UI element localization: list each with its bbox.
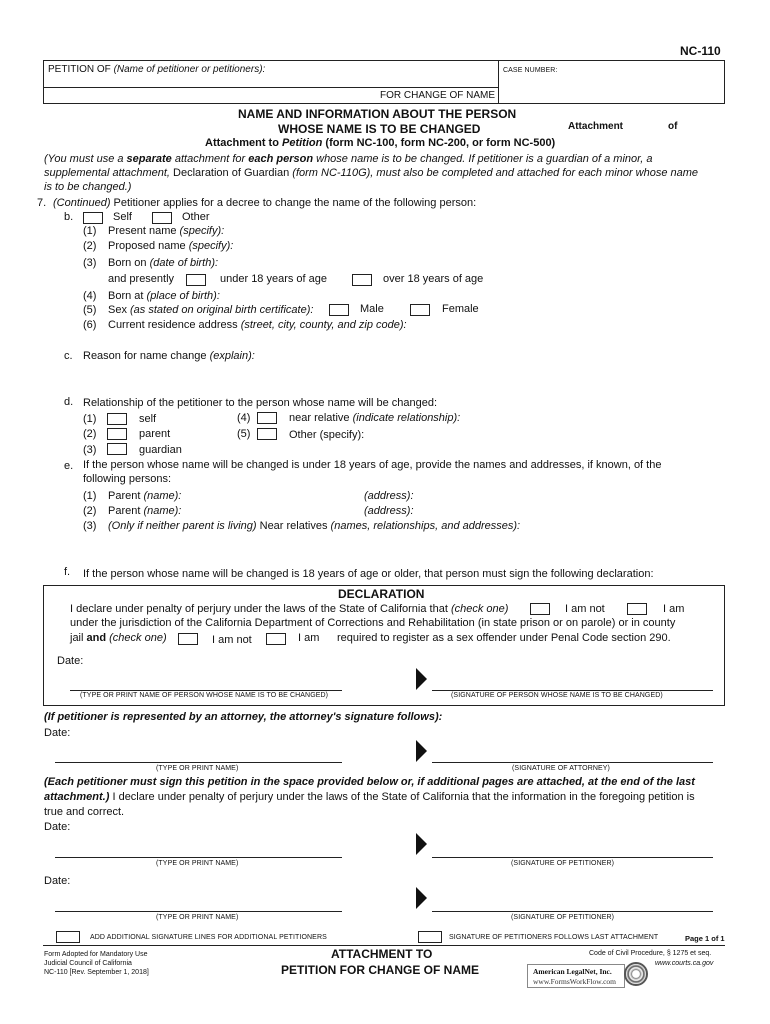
follows-last-attachment-label: SIGNATURE OF PETITIONERS FOLLOWS LAST ATTACHMENT [449, 934, 659, 941]
person-name-caption: (TYPE OR PRINT NAME OF PERSON WHOSE NAME IS TO BE CHANGED) [80, 692, 329, 699]
and-presently-label: and presently [108, 273, 175, 285]
relationship-parent-checkbox[interactable] [107, 428, 127, 440]
sign-here-arrow-icon [416, 668, 427, 690]
attorney-signature-field[interactable] [432, 746, 713, 761]
for-change-label: FOR CHANGE OF NAME [380, 90, 496, 101]
declaration-line-3: jail and (check one) [70, 632, 167, 644]
petitioner-1-signature-caption: (SIGNATURE OF PETITIONER) [511, 860, 615, 867]
parent-1-address-label: (address): [364, 490, 414, 502]
attorney-date-field[interactable] [76, 726, 276, 738]
sign-here-arrow-icon [416, 887, 427, 909]
male-checkbox[interactable] [329, 304, 349, 316]
case-number-label: CASE NUMBER: [503, 67, 558, 74]
b2-num: (2) [83, 240, 97, 252]
near-relatives-label: (Only if neither parent is living) Near relatives (names, relationships, and addresses): [108, 520, 521, 532]
d4-num: (4) [237, 412, 251, 424]
declaration-title: DECLARATION [338, 587, 425, 601]
register-am-label: I am [298, 632, 320, 644]
declaration-line-2: under the jurisdiction of the California Department of Corrections and Rehabilitation (in state prison or on parole) or in county [70, 617, 676, 629]
person-signature-line [432, 690, 713, 691]
page-count: Page 1 of 1 [685, 934, 725, 943]
near-relatives-field[interactable] [108, 535, 720, 563]
parent-2-address-label: (address): [364, 505, 414, 517]
petitioner-1-name-caption: (TYPE OR PRINT NAME) [156, 860, 239, 867]
declaration-am-not-checkbox[interactable] [530, 603, 550, 615]
proposed-name-label: Proposed name (specify): [108, 240, 234, 252]
person-signature-caption: (SIGNATURE OF PERSON WHOSE NAME IS TO BE CHANGED) [451, 692, 663, 699]
intro-line-2: supplemental attachment, Declaration of Guardian (form NC-110G), must also be completed and attached for each minor whose name [44, 167, 699, 179]
brand-seal-icon [624, 962, 648, 986]
petitioner-date-2-field[interactable] [76, 874, 276, 886]
other-checkbox[interactable] [152, 212, 172, 224]
petitioner-1-name-field[interactable] [55, 842, 342, 856]
b6-num: (6) [83, 319, 97, 331]
petitioner-2-signature-field[interactable] [432, 895, 713, 910]
self-label: Self [113, 211, 132, 223]
declaration-am-label: I am [663, 603, 685, 615]
declaration-line-3-end: required to register as a sex offender under Penal Code section 290. [337, 632, 671, 644]
item-c-label: c. [64, 350, 73, 362]
form-number: NC-110 [680, 44, 721, 58]
birth-date-field[interactable] [225, 256, 525, 268]
d5-num: (5) [237, 428, 251, 440]
title-line-1: NAME AND INFORMATION ABOUT THE PERSON [238, 107, 517, 121]
declaration-am-not-label: I am not [565, 603, 605, 615]
relationship-self-checkbox[interactable] [107, 413, 127, 425]
petitioner-date-2-label: Date: [44, 875, 71, 887]
present-name-label: Present name (specify): [108, 225, 225, 237]
relationship-guardian-checkbox[interactable] [107, 443, 127, 455]
present-name-field[interactable] [230, 224, 720, 236]
case-number-field[interactable] [503, 78, 718, 100]
female-label: Female [442, 303, 479, 315]
petitioner-2-signature-line [432, 911, 713, 912]
f-text: If the person whose name will be changed is 18 years of age or older, that person must sign the following declaration: [83, 568, 654, 580]
item-f-label: f. [64, 566, 71, 578]
attorney-heading: (If petitioner is represented by an attorney, the attorney's signature follows): [44, 711, 443, 723]
caption-divider [498, 60, 499, 104]
female-checkbox[interactable] [410, 304, 430, 316]
proposed-name-field[interactable] [240, 239, 720, 251]
b1-num: (1) [83, 225, 97, 237]
d2-num: (2) [83, 428, 97, 440]
over-18-label: over 18 years of age [383, 273, 484, 285]
item-e-label: e. [64, 460, 74, 472]
attorney-signature-line [432, 762, 713, 763]
reason-field[interactable] [83, 365, 720, 393]
e3-num: (3) [83, 520, 97, 532]
residence-address-field[interactable] [108, 333, 720, 347]
petitioner-2-name-field[interactable] [55, 896, 342, 910]
relationship-parent-label: parent [139, 428, 171, 440]
footer-center-2: PETITION FOR CHANGE OF NAME [281, 963, 479, 977]
b3-num: (3) [83, 257, 97, 269]
parent-2-label: Parent (name): [108, 505, 182, 517]
b5-num: (5) [83, 304, 97, 316]
b4-num: (4) [83, 290, 97, 302]
attorney-name-field[interactable] [55, 747, 342, 761]
attorney-date-label: Date: [44, 727, 71, 739]
e2-num: (2) [83, 505, 97, 517]
declaration-date-field[interactable] [90, 654, 290, 666]
relationship-self-label: self [139, 413, 157, 425]
birth-place-field[interactable] [228, 289, 720, 301]
under-18-label: under 18 years of age [220, 273, 328, 285]
item-b-label: b. [64, 211, 74, 223]
brand-name: American LegalNet, Inc. [533, 967, 612, 976]
footer-adopted: Form Adopted for Mandatory Use Judicial Council of California NC-110 [Rev. September 1, 2018] [44, 951, 149, 976]
attorney-name-caption: (TYPE OR PRINT NAME) [156, 765, 239, 772]
residence-label: Current residence address (street, city, county, and zip code): [108, 319, 407, 331]
attachment-total-field[interactable] [684, 120, 720, 132]
parent-2-address-field[interactable] [420, 504, 720, 516]
of-word: of [668, 121, 678, 132]
relationship-label: Relationship of the petitioner to the person whose name will be changed: [83, 397, 438, 409]
footer-rule [43, 945, 725, 946]
male-label: Male [360, 303, 384, 315]
near-relative-label: near relative (indicate relationship): [289, 412, 461, 424]
footer-center-1: ATTACHMENT TO [331, 947, 433, 961]
footer-url: www.courts.ca.gov [655, 960, 714, 967]
register-am-checkbox[interactable] [266, 633, 286, 645]
petitioner-1-signature-line [432, 857, 713, 858]
intro-line-1: (You must use a separate attachment for each person whose name is to be changed. If petitioner is a guardian of a minor, a [44, 153, 653, 165]
intro-line-3: is to be changed.) [44, 181, 132, 193]
title-line-2: WHOSE NAME IS TO BE CHANGED [278, 122, 481, 136]
petitioner-2-name-caption: (TYPE OR PRINT NAME) [156, 914, 239, 921]
petitioner-2-name-line [55, 911, 342, 912]
attorney-signature-caption: (SIGNATURE OF ATTORNEY) [512, 765, 610, 772]
under-18-checkbox[interactable] [186, 274, 206, 286]
petitioner-date-1-label: Date: [44, 821, 71, 833]
petitioner-heading-2: attachment.) I declare under penalty of perjury under the laws of the State of California that the information in the foregoing petition is [44, 791, 695, 803]
petitioner-1-signature-field[interactable] [432, 841, 713, 856]
attachment-word: Attachment [568, 121, 624, 132]
attachment-number-field[interactable] [628, 120, 664, 132]
brand-url: www.FormsWorkFlow.com [533, 977, 617, 986]
petitioner-heading-1: (Each petitioner must sign this petition in the space provided below or, if additional pages are attached, at the end of the last [44, 776, 695, 788]
register-am-not-label: I am not [212, 634, 252, 646]
item-d-label: d. [64, 396, 74, 408]
reason-label: Reason for name change (explain): [83, 350, 255, 362]
other-label: Other [182, 211, 210, 223]
self-checkbox[interactable] [83, 212, 103, 224]
sign-here-arrow-icon [416, 833, 427, 855]
born-at-label: Born at (place of birth): [108, 290, 220, 302]
parent-1-name-field[interactable] [185, 489, 355, 501]
petitioner-date-1-field[interactable] [76, 820, 276, 832]
add-signature-lines-checkbox[interactable] [56, 931, 80, 943]
footer-code: Code of Civil Procedure, § 1275 et seq. [589, 950, 712, 957]
declaration-line-1: I declare under penalty of perjury under the laws of the State of California that (check one) [70, 603, 509, 615]
born-on-label: Born on (date of birth): [108, 257, 219, 269]
person-signature-field[interactable] [432, 674, 713, 689]
petition-of-label: PETITION OF (Name of petitioner or petitioners): [48, 64, 266, 75]
person-name-field[interactable] [70, 676, 342, 689]
over-18-checkbox[interactable] [352, 274, 372, 286]
person-name-line [70, 690, 342, 691]
declaration-am-checkbox[interactable] [627, 603, 647, 615]
d1-num: (1) [83, 413, 97, 425]
e1-num: (1) [83, 490, 97, 502]
parent-1-label: Parent (name): [108, 490, 182, 502]
petitioner-heading-3: true and correct. [44, 806, 125, 818]
other-relationship-checkbox[interactable] [257, 428, 277, 440]
sex-label: Sex (as stated on original birth certificate): [108, 304, 314, 316]
parent-1-address-field[interactable] [420, 489, 720, 501]
near-relative-checkbox[interactable] [257, 412, 277, 424]
petitioner-2-signature-caption: (SIGNATURE OF PETITIONER) [511, 914, 615, 921]
e-text-1: If the person whose name will be changed is under 18 years of age, provide the names and addresses, if known, of the [83, 459, 662, 471]
petitioner-name-field[interactable] [60, 72, 490, 86]
add-signature-lines-label: ADD ADDITIONAL SIGNATURE LINES FOR ADDITIONAL PETITIONERS [90, 934, 327, 941]
declaration-date-label: Date: [57, 655, 84, 667]
e-text-2: following persons: [83, 473, 172, 485]
petitioner-1-name-line [55, 857, 342, 858]
attorney-name-line [55, 762, 342, 763]
parent-2-name-field[interactable] [185, 504, 355, 516]
caption-rule [43, 87, 498, 88]
register-am-not-checkbox[interactable] [178, 633, 198, 645]
other-relationship-label: Other (specify): [289, 429, 365, 441]
item-7-num: 7. [37, 197, 47, 209]
d3-num: (3) [83, 444, 97, 456]
item-7-text: (Continued) Petitioner applies for a decree to change the name of the following person: [53, 197, 477, 209]
sign-here-arrow-icon [416, 740, 427, 762]
follows-last-attachment-checkbox[interactable] [418, 931, 442, 943]
title-subline: Attachment to Petition (form NC-100, form NC-200, or form NC-500) [205, 137, 556, 149]
relationship-guardian-label: guardian [139, 444, 182, 456]
